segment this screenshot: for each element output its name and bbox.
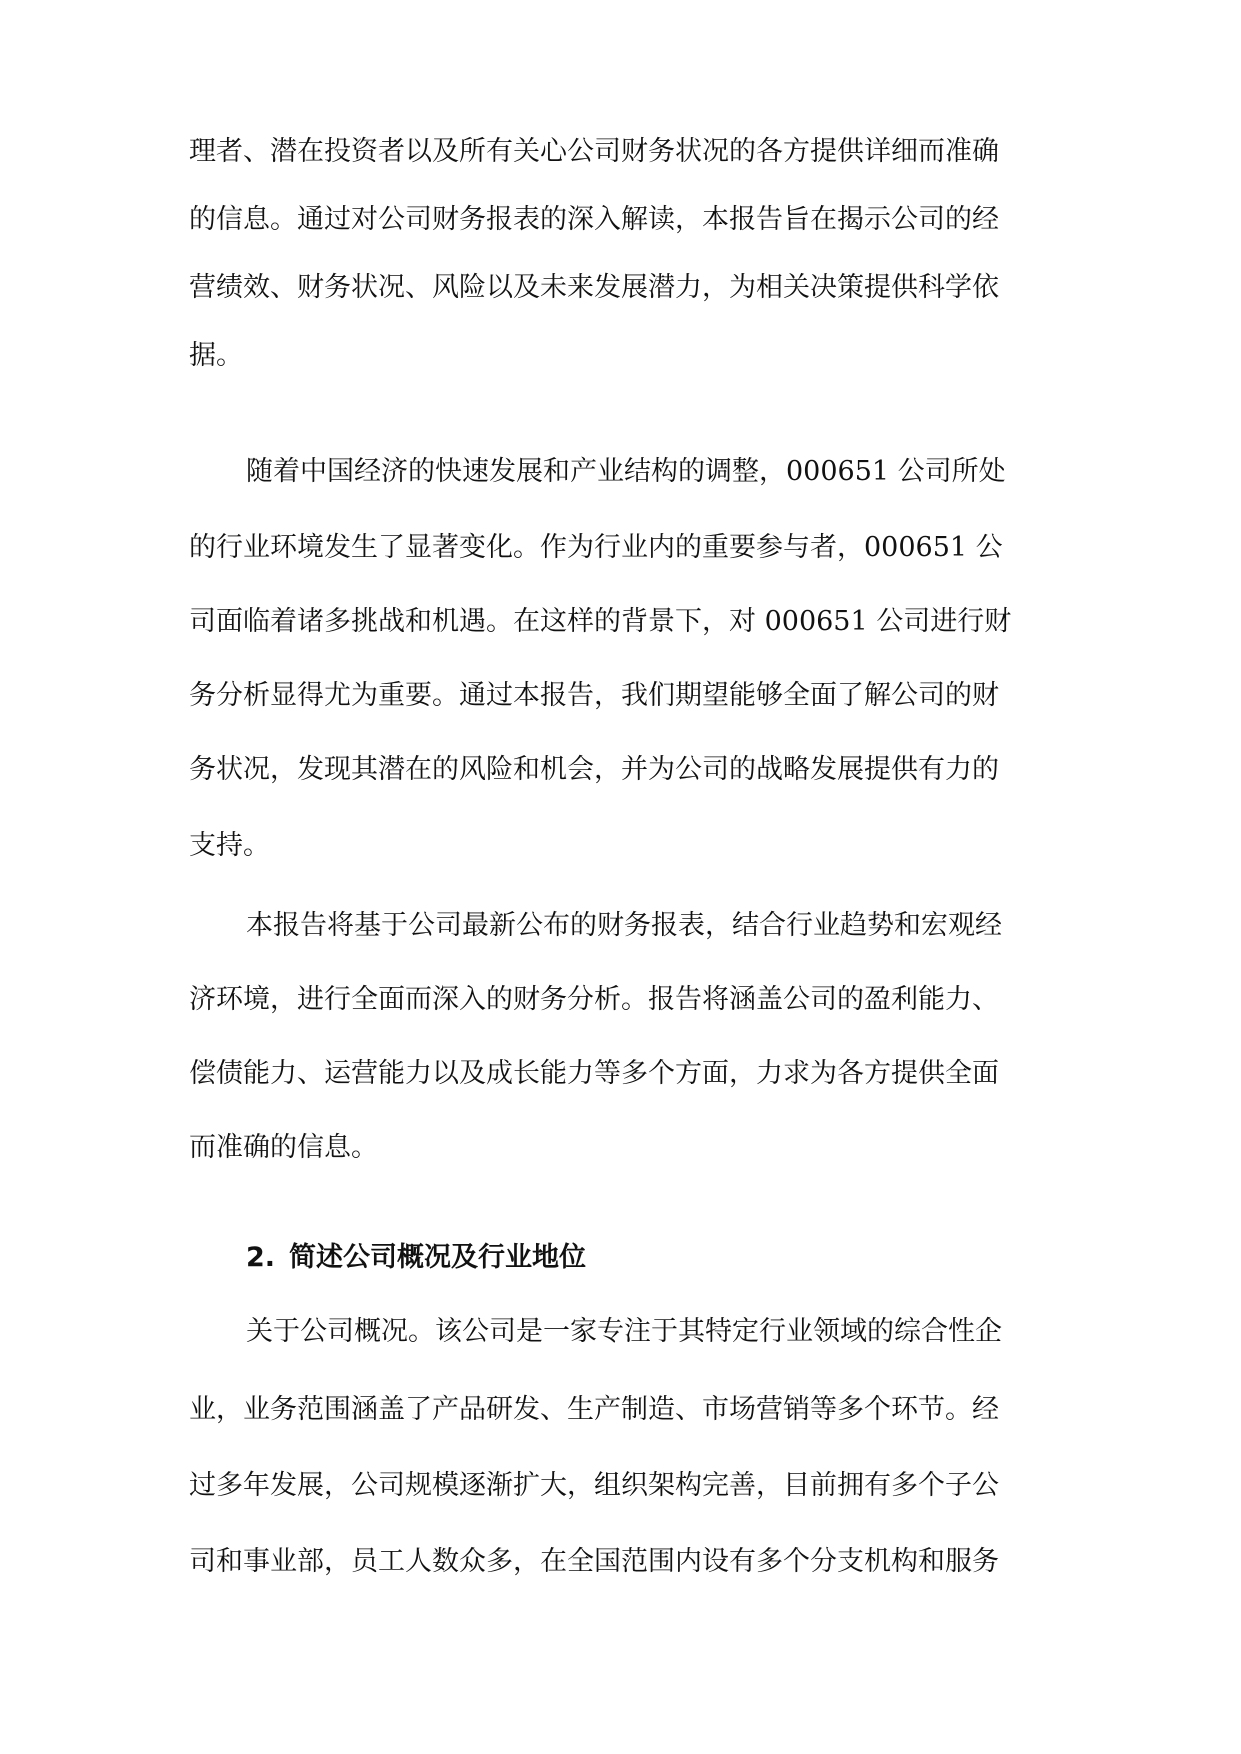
section-paragraph-line-1: 关于公司概况。该公司是一家专注于其特定行业领域的综合性企 — [246, 1316, 1002, 1347]
paragraph-1-line-4: 据。 — [189, 340, 243, 371]
paragraph-2-line-3: 司面临着诸多挑战和机遇。在这样的背景下，对 000651 公司进行财 — [189, 606, 1012, 637]
paragraph-3-line-1: 本报告将基于公司最新公布的财务报表，结合行业趋势和宏观经 — [246, 910, 1002, 941]
paragraph-2-line-6: 支持。 — [189, 830, 270, 861]
paragraph-3-line-3: 偿债能力、运营能力以及成长能力等多个方面，力求为各方提供全面 — [189, 1058, 999, 1089]
section-number: 2. — [246, 1242, 276, 1273]
section-paragraph-line-4: 司和事业部，员工人数众多，在全国范围内设有多个分支机构和服务 — [189, 1546, 999, 1577]
paragraph-1-line-2: 的信息。通过对公司财务报表的深入解读，本报告旨在揭示公司的经 — [189, 204, 999, 235]
paragraph-3-line-4: 而准确的信息。 — [189, 1132, 378, 1163]
paragraph-2-line-5: 务状况，发现其潜在的风险和机会，并为公司的战略发展提供有力的 — [189, 754, 999, 785]
paragraph-2-line-4: 务分析显得尤为重要。通过本报告，我们期望能够全面了解公司的财 — [189, 680, 999, 711]
paragraph-2-line-2: 的行业环境发生了显著变化。作为行业内的重要参与者，000651 公 — [189, 532, 1003, 563]
paragraph-1-line-3: 营绩效、财务状况、风险以及未来发展潜力，为相关决策提供科学依 — [189, 272, 999, 303]
section-paragraph-line-3: 过多年发展，公司规模逐渐扩大，组织架构完善，目前拥有多个子公 — [189, 1470, 999, 1501]
paragraph-1-line-1: 理者、潜在投资者以及所有关心公司财务状况的各方提供详细而准确 — [189, 136, 999, 167]
paragraph-2-line-1: 随着中国经济的快速发展和产业结构的调整，000651 公司所处 — [246, 456, 1006, 487]
section-title: 简述公司概况及行业地位 — [289, 1242, 587, 1273]
section-paragraph-line-2: 业，业务范围涵盖了产品研发、生产制造、市场营销等多个环节。经 — [189, 1394, 999, 1425]
section-heading — [246, 1238, 586, 1278]
paragraph-3-line-2: 济环境，进行全面而深入的财务分析。报告将涵盖公司的盈利能力、 — [189, 984, 999, 1015]
